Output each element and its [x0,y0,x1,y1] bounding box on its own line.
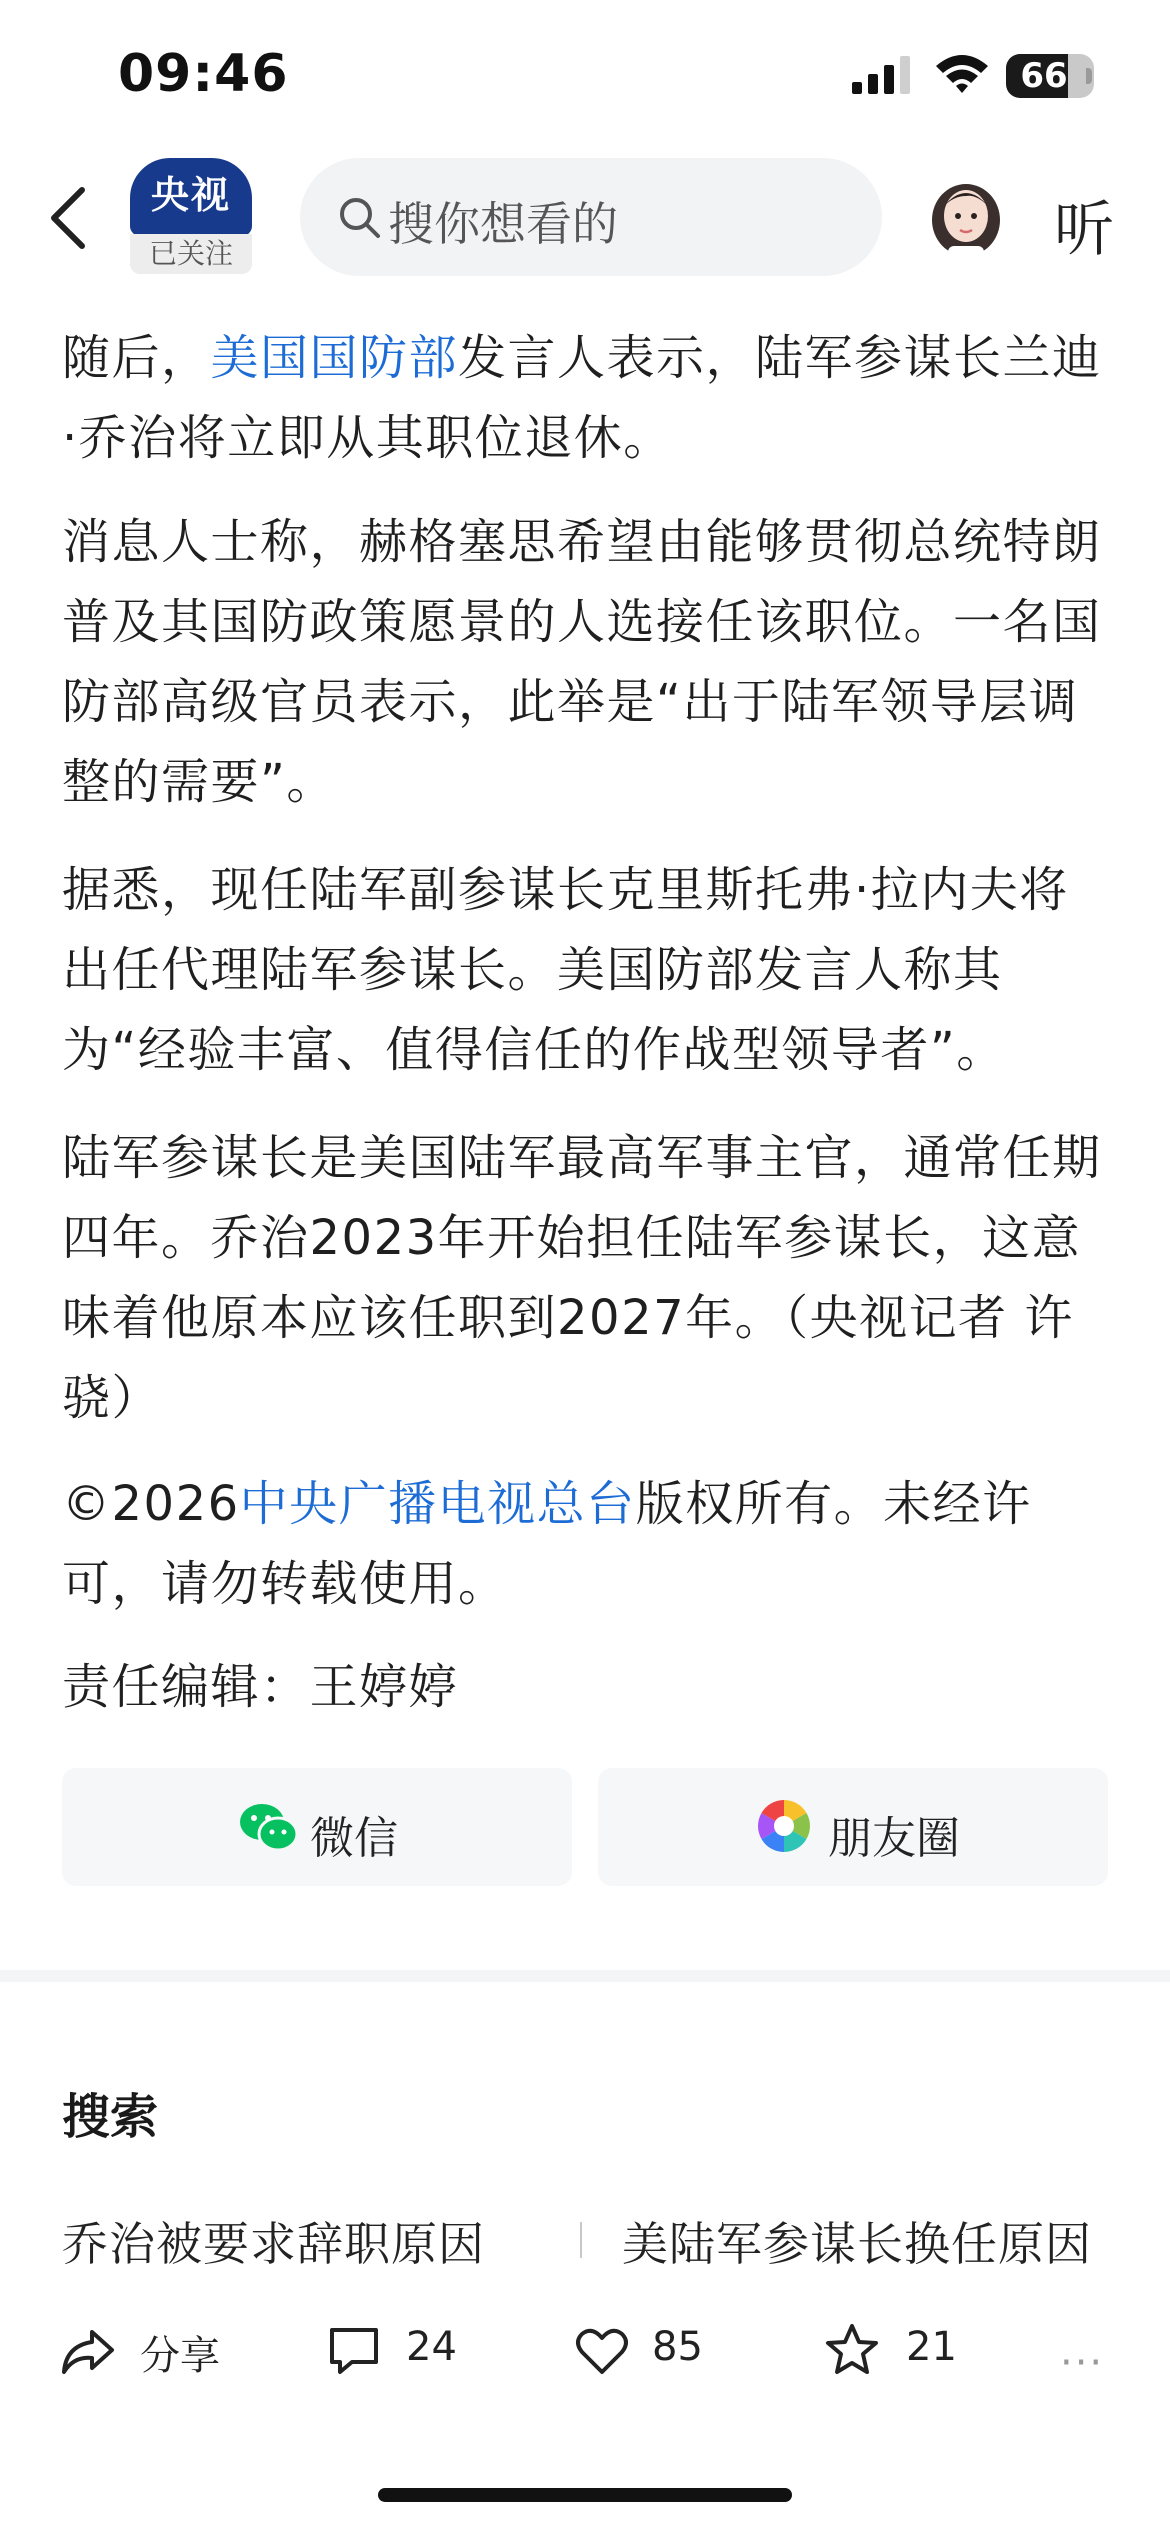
moments-icon [756,1798,812,1854]
cctv-link[interactable]: 中央广播电视总台 [239,1476,636,1532]
wechat-icon [238,1802,298,1852]
battery-indicator [1006,54,1094,98]
moments-label: 朋友圈 [828,1813,960,1864]
share-moments-button[interactable] [598,1768,1108,1886]
section-divider [0,1970,1170,1982]
article-paragraph: 陆军参谋长是美国陆军最高军事主官，通常任期四年。乔治2023年开始担任陆军参谋长，这意味着他原本应该任职到2027年。（央视记者 许骁） [62,1130,1102,1426]
comment-count[interactable]: 24 [406,2324,457,2370]
heart-icon[interactable] [574,2322,630,2378]
favorite-count[interactable]: 21 [906,2324,957,2370]
paragraph-text: 随后， [62,330,211,386]
copyright-text: 版权所有。未经许可，请勿转载使用。 [62,1476,1032,1612]
back-arrow-icon[interactable] [46,186,94,250]
more-icon[interactable]: ··· [1060,2340,1105,2386]
listen-button[interactable]: 听 [1054,195,1114,265]
status-time: 09:46 [118,44,289,104]
logo-text: 央视 [130,158,252,236]
search-placeholder: 搜你想看的 [388,197,618,251]
like-count[interactable]: 85 [652,2324,703,2370]
share-label[interactable]: 分享 [140,2333,220,2379]
search-icon [338,196,382,240]
home-indicator[interactable] [378,2488,792,2502]
share-wechat-button[interactable] [62,1768,572,1886]
pentagon-link[interactable]: 美国国防部 [210,330,459,386]
channel-logo[interactable] [130,158,252,276]
follow-status[interactable]: 已关注 [130,234,252,274]
search-suggestion[interactable]: 乔治被要求辞职原因 [62,2217,485,2271]
search-suggestion[interactable]: 美陆军参谋长换任原因 [622,2217,1092,2271]
suggestion-separator [580,2222,582,2258]
article-paragraph [62,318,1110,478]
user-avatar-icon[interactable] [928,176,1004,258]
copyright-year: ©2026 [62,1476,240,1532]
wechat-label: 微信 [310,1813,398,1864]
star-icon[interactable] [824,2322,880,2378]
cellular-signal-icon [852,56,914,94]
article-paragraph: 据悉，现任陆军副参谋长克里斯托弗·拉内夫将出任代理陆军参谋长。美国防部发言人称其为“经验丰富、值得信任的作战型领导者”。 [62,862,1069,1078]
wifi-icon [934,52,990,94]
share-icon[interactable] [60,2322,116,2378]
paragraph-text: 发言人表示，陆军参谋长兰迪·乔治将立即从其职位退休。 [62,330,1102,466]
copyright-notice [62,1464,1110,1624]
article-paragraph: 消息人士称，赫格塞思希望由能够贯彻总统特朗普及其国防政策愿景的人选接任该职位。一名国防部高级官员表示，此举是“出于陆军领导层调整的需要”。 [62,514,1102,810]
comment-icon[interactable] [326,2322,382,2378]
battery-level: 66 [1020,56,1068,96]
responsible-editor: 责任编辑：王婷婷 [62,1659,459,1715]
search-section-heading: 搜索 [62,2089,159,2145]
search-bar[interactable] [300,158,882,276]
